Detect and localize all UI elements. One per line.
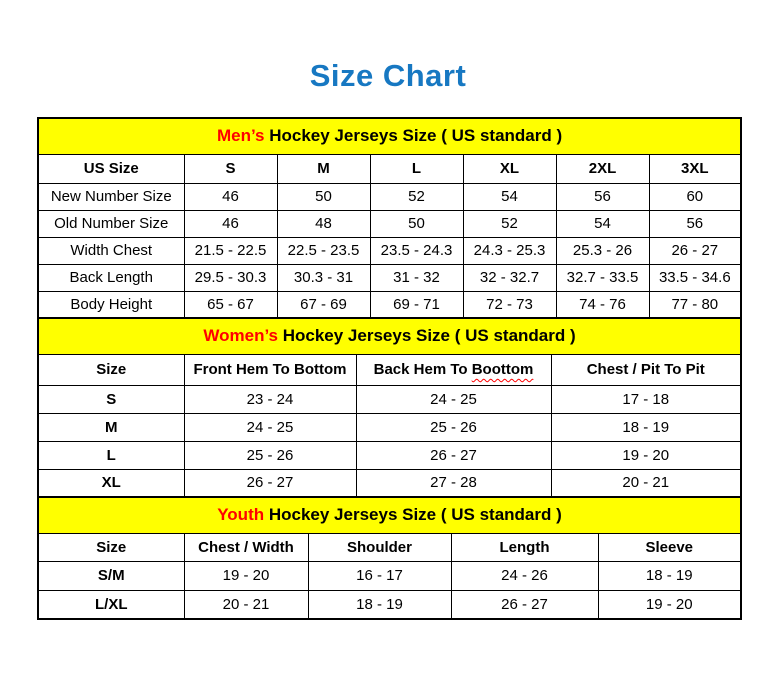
cell-value: 69 - 71 — [370, 291, 463, 318]
cell-value: 18 - 19 — [598, 561, 741, 590]
cell-value: 19 - 20 — [184, 561, 308, 590]
row-label: L — [38, 441, 184, 469]
cell-value: 32.7 - 33.5 — [556, 264, 649, 291]
table-row — [38, 291, 741, 318]
cell-value: 52 — [463, 210, 556, 237]
cell-value: 30.3 - 31 — [277, 264, 370, 291]
cell-value: 24 - 25 — [184, 413, 356, 441]
mens-table-title-row — [38, 118, 741, 154]
cell-value: 24.3 - 25.3 — [463, 237, 556, 264]
column-header: 2XL — [556, 154, 649, 183]
column-header: L — [370, 154, 463, 183]
cell-value: 31 - 32 — [370, 264, 463, 291]
column-header: Chest / Width — [184, 533, 308, 561]
cell-value: 19 - 20 — [551, 441, 741, 469]
cell-value: 27 - 28 — [356, 469, 551, 497]
cell-value: 23.5 - 24.3 — [370, 237, 463, 264]
page-title: Size Chart — [309, 58, 467, 93]
mens-size-table — [37, 117, 742, 319]
cell-value: 26 - 27 — [356, 441, 551, 469]
row-label: S/M — [38, 561, 184, 590]
column-header-text: Back Hem To — [373, 361, 472, 378]
cell-value: 46 — [184, 210, 277, 237]
row-label: Body Height — [38, 291, 184, 318]
cell-value: 25 - 26 — [356, 413, 551, 441]
womens-table-title-row — [38, 318, 741, 354]
column-header: US Size — [38, 154, 184, 183]
cell-value: 32 - 32.7 — [463, 264, 556, 291]
mens-table-title — [38, 118, 741, 154]
youth-title-rest: Hockey Jerseys Size ( US standard ) — [264, 505, 562, 525]
table-row — [38, 561, 741, 590]
womens-table-title — [38, 318, 741, 354]
cell-value: 48 — [277, 210, 370, 237]
cell-value: 50 — [277, 183, 370, 210]
cell-value: 46 — [184, 183, 277, 210]
mens-title-rest: Hockey Jerseys Size ( US standard ) — [264, 126, 563, 146]
womens-size-table — [37, 317, 742, 498]
row-label: L/XL — [38, 590, 184, 619]
column-header — [356, 354, 551, 385]
cell-value: 17 - 18 — [551, 385, 741, 413]
column-header: S — [184, 154, 277, 183]
table-row — [38, 413, 741, 441]
table-row — [38, 590, 741, 619]
cell-value: 60 — [649, 183, 741, 210]
size-chart-tables — [37, 117, 740, 620]
womens-header-row — [38, 354, 741, 385]
row-label: Back Length — [38, 264, 184, 291]
youth-table-title — [38, 497, 741, 533]
table-row — [38, 237, 741, 264]
misspelled-word: Boottom — [471, 361, 534, 378]
cell-value: 24 - 26 — [451, 561, 598, 590]
cell-value: 50 — [370, 210, 463, 237]
cell-value: 25.3 - 26 — [556, 237, 649, 264]
row-label: XL — [38, 469, 184, 497]
column-header: M — [277, 154, 370, 183]
column-header: XL — [463, 154, 556, 183]
mens-highlight: Men’s — [216, 126, 265, 146]
cell-value: 33.5 - 34.6 — [649, 264, 741, 291]
table-row — [38, 264, 741, 291]
youth-table-title-row — [38, 497, 741, 533]
cell-value: 20 - 21 — [184, 590, 308, 619]
cell-value: 65 - 67 — [184, 291, 277, 318]
row-label: Width Chest — [38, 237, 184, 264]
youth-highlight: Youth — [217, 505, 265, 525]
row-label: Old Number Size — [38, 210, 184, 237]
table-row — [38, 210, 741, 237]
cell-value: 19 - 20 — [598, 590, 741, 619]
row-label: New Number Size — [38, 183, 184, 210]
cell-value: 67 - 69 — [277, 291, 370, 318]
youth-size-table — [37, 496, 742, 620]
cell-value: 29.5 - 30.3 — [184, 264, 277, 291]
row-label: M — [38, 413, 184, 441]
mens-header-row — [38, 154, 741, 183]
column-header: Size — [38, 354, 184, 385]
cell-value: 26 - 27 — [184, 469, 356, 497]
row-label: S — [38, 385, 184, 413]
cell-value: 72 - 73 — [463, 291, 556, 318]
youth-header-row — [38, 533, 741, 561]
cell-value: 20 - 21 — [551, 469, 741, 497]
column-header: 3XL — [649, 154, 741, 183]
cell-value: 54 — [556, 210, 649, 237]
cell-value: 18 - 19 — [551, 413, 741, 441]
table-row — [38, 385, 741, 413]
cell-value: 54 — [463, 183, 556, 210]
cell-value: 18 - 19 — [308, 590, 451, 619]
column-header: Front Hem To Bottom — [184, 354, 356, 385]
cell-value: 26 - 27 — [649, 237, 741, 264]
cell-value: 22.5 - 23.5 — [277, 237, 370, 264]
cell-value: 25 - 26 — [184, 441, 356, 469]
cell-value: 16 - 17 — [308, 561, 451, 590]
table-row — [38, 469, 741, 497]
womens-title-rest: Hockey Jerseys Size ( US standard ) — [278, 326, 576, 346]
cell-value: 23 - 24 — [184, 385, 356, 413]
column-header: Size — [38, 533, 184, 561]
cell-value: 21.5 - 22.5 — [184, 237, 277, 264]
column-header: Shoulder — [308, 533, 451, 561]
cell-value: 26 - 27 — [451, 590, 598, 619]
column-header: Length — [451, 533, 598, 561]
cell-value: 52 — [370, 183, 463, 210]
table-row — [38, 441, 741, 469]
cell-value: 77 - 80 — [649, 291, 741, 318]
cell-value: 56 — [649, 210, 741, 237]
column-header: Sleeve — [598, 533, 741, 561]
column-header: Chest / Pit To Pit — [551, 354, 741, 385]
cell-value: 56 — [556, 183, 649, 210]
cell-value: 74 - 76 — [556, 291, 649, 318]
table-row — [38, 183, 741, 210]
cell-value: 24 - 25 — [356, 385, 551, 413]
womens-highlight: Women’s — [203, 326, 278, 346]
